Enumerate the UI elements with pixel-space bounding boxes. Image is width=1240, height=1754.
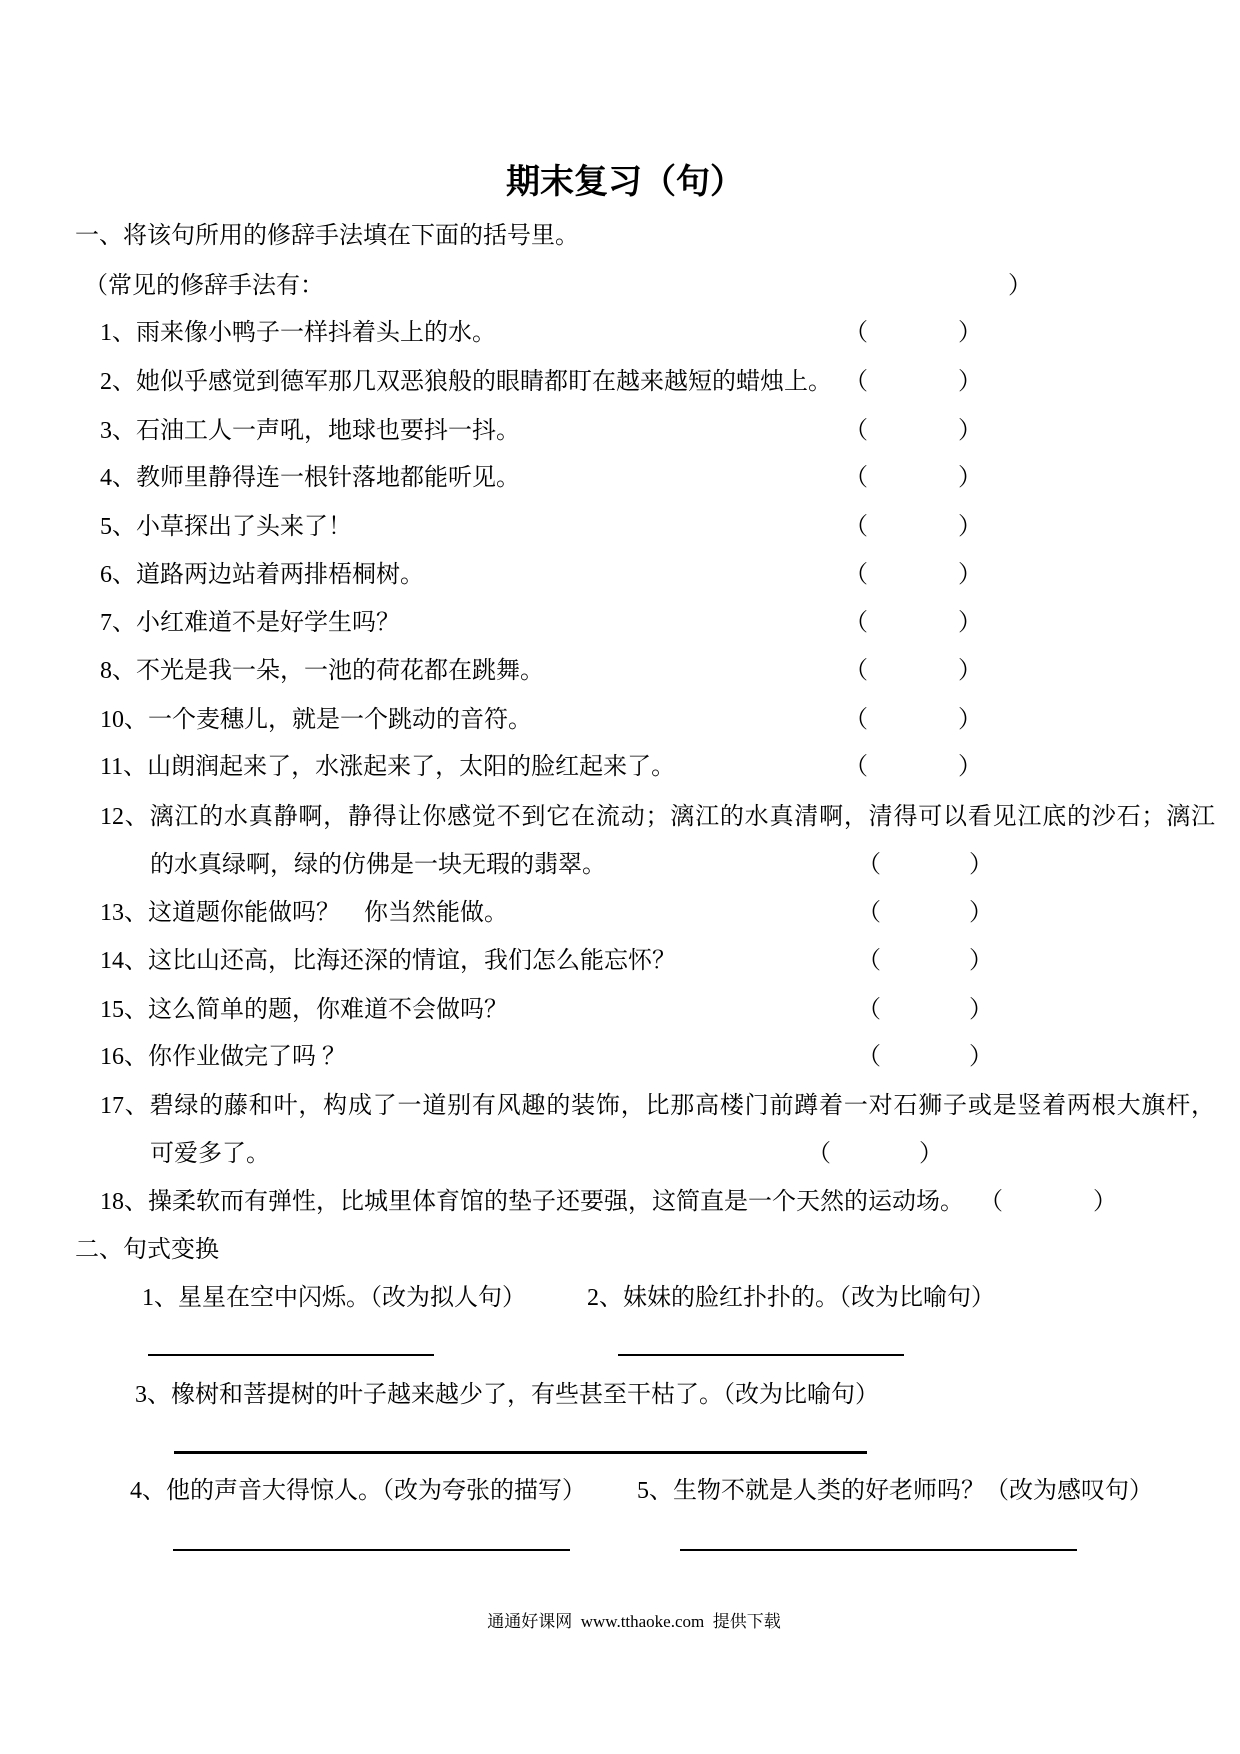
question-text: 5、小草探出了头来了！ [100,514,352,540]
question-item [0,463,1240,493]
bracket-open: （ [807,1141,831,1167]
question-text: 3、石油工人一声吼，地球也要抖一抖。 [100,418,520,444]
question-text: 11、山朗润起来了，水涨起来了，太阳的脸红起来了。 [100,754,676,780]
bracket-close: ） [958,707,982,733]
question-item [0,367,1240,397]
bracket-close: ） [969,900,993,926]
bracket-close: ） [969,948,993,974]
section-heading-rhetoric: 一、将该句所用的修辞手法填在下面的括号里。 [75,223,579,249]
question-text: 8、不光是我一朵，一池的荷花都在跳舞。 [100,658,544,684]
answer-line [148,1354,434,1356]
answer-blank [844,367,982,397]
question-item [0,560,1240,590]
question-text: 14、这比山还高，比海还深的情谊，我们怎么能忘怀？ [100,948,676,974]
answer-line [174,1451,867,1454]
answer-blank [857,995,993,1025]
question-item [0,752,1240,782]
question-text: 7、小红难道不是好学生吗？ [100,610,400,636]
question-item [0,946,1240,976]
bracket-close: ） [958,754,982,780]
answer-blank [844,608,982,638]
bracket-close: ） [958,418,982,444]
answer-line [680,1549,1077,1551]
question-item [0,416,1240,446]
answer-blank [857,898,993,928]
bracket-close: ） [958,369,982,395]
bracket-open: （ [844,658,868,684]
bracket-open: （ [857,900,881,926]
answer-blank [844,656,982,686]
question-item [0,656,1240,686]
question-item [0,1187,1240,1217]
answer-blank [979,1187,1117,1217]
bracket-close: ） [958,610,982,636]
bracket-open: （ [844,514,868,540]
answer-blank [857,946,993,976]
question-item [0,705,1240,735]
bracket-open: （ [844,707,868,733]
transform-question: 2、妹妹的脸红扑扑的。（改为比喻句） [587,1285,995,1311]
transform-question: 4、他的声音大得惊人。（改为夸张的描写） [130,1478,586,1504]
rhetoric-hint-close: ） [1008,273,1032,299]
answer-blank [844,416,982,446]
bracket-open: （ [844,754,868,780]
question-text-line-2: 的水真绿啊，绿的仿佛是一块无瑕的翡翠。 [150,852,606,878]
bracket-close: ） [958,465,982,491]
bracket-close: ） [969,852,993,878]
answer-blank [844,318,982,348]
question-text: 16、你作业做完了吗 ？ [100,1044,346,1070]
question-item [0,1091,1240,1169]
bracket-open: （ [844,562,868,588]
answer-blank [844,512,982,542]
question-text-line-1: 17、碧绿的藤和叶，构成了一道别有风趣的装饰，比那高楼门前蹲着一对石狮子或是竖着两根大旗杆， [100,1093,1215,1119]
answer-blank [857,850,993,880]
question-text: 10、一个麦穗儿，就是一个跳动的音符。 [100,707,532,733]
bracket-open: （ [979,1189,1003,1215]
question-item [0,898,1240,928]
question-text: 1、雨来像小鸭子一样抖着头上的水。 [100,320,496,346]
page-footer: 通通好课网 www.tthaoke.com 提供下载 [487,1612,781,1631]
bracket-close: ） [958,658,982,684]
question-text-line-1: 12、漓江的水真静啊，静得让你感觉不到它在流动；漓江的水真清啊，清得可以看见江底的沙石；漓江 [100,804,1215,830]
question-text: 6、道路两边站着两排梧桐树。 [100,562,424,588]
bracket-close: ） [969,997,993,1023]
question-item [0,512,1240,542]
bracket-close: ） [919,1141,943,1167]
question-text: 13、这道题你能做吗？ 你当然能做。 [100,900,508,926]
question-text: 15、这么简单的题，你难道不会做吗？ [100,997,508,1023]
answer-blank [844,705,982,735]
bracket-open: （ [844,465,868,491]
answer-blank [807,1139,943,1169]
answer-blank [844,560,982,590]
answer-blank [844,463,982,493]
bracket-open: （ [844,610,868,636]
question-text: 4、教师里静得连一根针落地都能听见。 [100,465,520,491]
bracket-open: （ [857,852,881,878]
question-text-line-2: 可爱多了。 [150,1141,270,1167]
bracket-open: （ [844,418,868,444]
bracket-open: （ [844,369,868,395]
answer-line [173,1549,570,1551]
transform-question: 5、生物不就是人类的好老师吗？（改为感叹句） [637,1478,1153,1504]
bracket-close: ） [969,1044,993,1070]
bracket-close: ） [958,562,982,588]
answer-blank [857,1042,993,1072]
question-text: 18、操柔软而有弹性，比城里体育馆的垫子还要强，这简直是一个天然的运动场。 [100,1189,964,1215]
question-item [0,995,1240,1025]
transform-question: 3、橡树和菩提树的叶子越来越少了，有些甚至干枯了。（改为比喻句） [135,1382,879,1408]
bracket-close: ） [958,514,982,540]
bracket-close: ） [958,320,982,346]
question-item [0,608,1240,638]
bracket-open: （ [857,997,881,1023]
bracket-open: （ [857,948,881,974]
transform-question: 1、星星在空中闪烁。（改为拟人句） [142,1285,526,1311]
question-item [0,318,1240,348]
question-item [0,802,1240,880]
question-text: 2、她似乎感觉到德军那几双恶狼般的眼睛都盯在越来越短的蜡烛上。 [100,369,832,395]
answer-blank [844,752,982,782]
section-heading-sentence-transform: 二、句式变换 [75,1237,219,1263]
bracket-close: ） [1093,1189,1117,1215]
bracket-open: （ [857,1044,881,1070]
answer-line [618,1354,904,1356]
bracket-open: （ [844,320,868,346]
rhetoric-hint-open: （常见的修辞手法有： [84,273,324,299]
page-title: 期末复习（句） [506,164,744,201]
question-item [0,1042,1240,1072]
